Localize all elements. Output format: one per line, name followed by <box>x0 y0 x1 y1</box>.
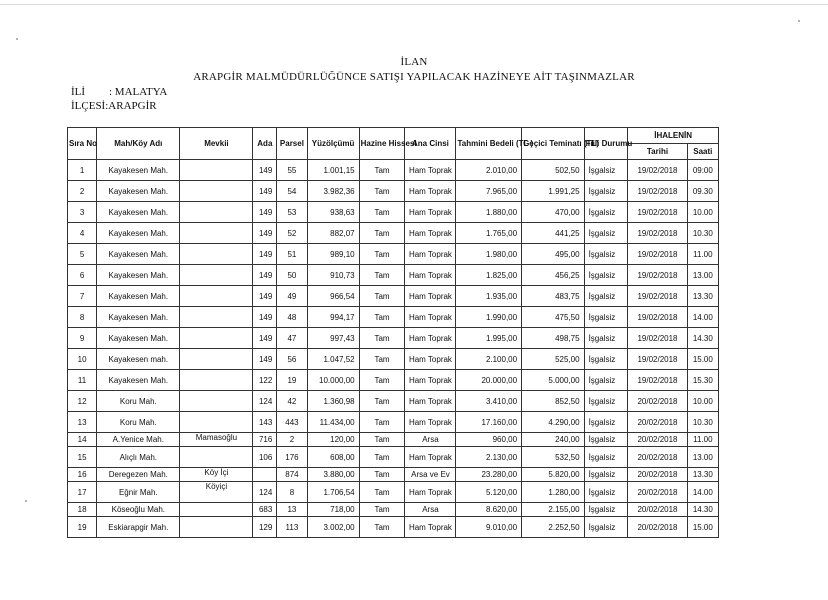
document-subtitle: ARAPGİR MALMÜDÜRLÜĞÜNCE SATIŞI YAPILACAK HAZİNEYE AİT TAŞINMAZLAR <box>193 71 635 83</box>
cell-hazine-hissesi: Tam <box>359 468 405 482</box>
cell-ada: 149 <box>253 349 277 370</box>
cell-hazine-hissesi: Tam <box>359 433 405 447</box>
cell-ana-cinsi: Arsa <box>405 433 456 447</box>
cell-gecici-teminati: 1.991,25 <box>522 181 584 202</box>
cell-tarihi: 19/02/2018 <box>628 244 687 265</box>
header-ana-cinsi: Ana Cinsi <box>405 128 456 160</box>
cell-sira: 1 <box>68 160 97 181</box>
header-hazine-hissesi: Hazine Hissesi <box>359 128 405 160</box>
header-mahalle: Mah/Köy Adı <box>97 128 180 160</box>
cell-sira: 14 <box>68 433 97 447</box>
cell-mevkii <box>180 286 253 307</box>
table-header <box>68 128 719 160</box>
cell-parsel: 55 <box>277 160 307 181</box>
cell-mevkii <box>180 412 253 433</box>
cell-ana-cinsi: Ham Toprak <box>405 160 456 181</box>
cell-mahalle: Kayakesen mah. <box>97 349 180 370</box>
cell-tarihi: 19/02/2018 <box>628 223 687 244</box>
cell-ada: 149 <box>253 307 277 328</box>
cell-yuzolcumu: 938,63 <box>307 202 359 223</box>
cell-mahalle: Kayakesen Mah. <box>97 202 180 223</box>
cell-yuzolcumu: 1.047,52 <box>307 349 359 370</box>
cell-gecici-teminati: 498,75 <box>522 328 584 349</box>
cell-fiili-durumu: İşgalsiz <box>584 433 628 447</box>
cell-mevkii: Köy İçi <box>180 468 253 482</box>
scan-speck <box>16 38 18 40</box>
cell-yuzolcumu: 994,17 <box>307 307 359 328</box>
cell-tahmini-bedeli: 7.965,00 <box>456 181 522 202</box>
cell-fiili-durumu: İşgalsiz <box>584 349 628 370</box>
cell-tahmini-bedeli: 1.995,00 <box>456 328 522 349</box>
cell-ana-cinsi: Ham Toprak <box>405 391 456 412</box>
cell-parsel: 2 <box>277 433 307 447</box>
cell-gecici-teminati: 495,00 <box>522 244 584 265</box>
cell-saati: 15.30 <box>687 370 718 391</box>
cell-mevkii <box>180 328 253 349</box>
cell-ada: 149 <box>253 328 277 349</box>
cell-sira: 8 <box>68 307 97 328</box>
table-row <box>68 265 719 286</box>
cell-sira: 9 <box>68 328 97 349</box>
cell-parsel: 52 <box>277 223 307 244</box>
cell-mahalle: Kayakesen Mah. <box>97 265 180 286</box>
ilce-label: İLÇESİ <box>71 100 106 112</box>
cell-saati: 15.00 <box>687 349 718 370</box>
cell-ana-cinsi: Arsa ve Ev <box>405 468 456 482</box>
cell-saati: 09.30 <box>687 181 718 202</box>
cell-gecici-teminati: 2.155,00 <box>522 503 584 517</box>
table-row <box>68 412 719 433</box>
cell-yuzolcumu: 1.360,98 <box>307 391 359 412</box>
cell-tarihi: 19/02/2018 <box>628 265 687 286</box>
cell-fiili-durumu: İşgalsiz <box>584 181 628 202</box>
cell-hazine-hissesi: Tam <box>359 244 405 265</box>
cell-tarihi: 19/02/2018 <box>628 202 687 223</box>
cell-parsel: 42 <box>277 391 307 412</box>
cell-fiili-durumu: İşgalsiz <box>584 503 628 517</box>
cell-tahmini-bedeli: 5.120,00 <box>456 482 522 503</box>
table-row <box>68 433 719 447</box>
cell-saati: 14.30 <box>687 328 718 349</box>
cell-hazine-hissesi: Tam <box>359 223 405 244</box>
cell-gecici-teminati: 5.000,00 <box>522 370 584 391</box>
table-body <box>68 160 719 538</box>
cell-gecici-teminati: 2.252,50 <box>522 517 584 538</box>
cell-ada: 716 <box>253 433 277 447</box>
cell-sira: 12 <box>68 391 97 412</box>
cell-mahalle: Deregezen Mah. <box>97 468 180 482</box>
table-row <box>68 468 719 482</box>
cell-yuzolcumu: 997,43 <box>307 328 359 349</box>
cell-fiili-durumu: İşgalsiz <box>584 412 628 433</box>
cell-ana-cinsi: Ham Toprak <box>405 370 456 391</box>
cell-tarihi: 19/02/2018 <box>628 370 687 391</box>
cell-sira: 17 <box>68 482 97 503</box>
cell-ada: 124 <box>253 482 277 503</box>
cell-saati: 09:00 <box>687 160 718 181</box>
cell-parsel: 443 <box>277 412 307 433</box>
cell-mahalle: Kayakesen Mah. <box>97 286 180 307</box>
cell-hazine-hissesi: Tam <box>359 517 405 538</box>
cell-gecici-teminati: 456,25 <box>522 265 584 286</box>
cell-yuzolcumu: 3.880,00 <box>307 468 359 482</box>
cell-parsel: 19 <box>277 370 307 391</box>
cell-mahalle: Kayakesen Mah. <box>97 160 180 181</box>
cell-parsel: 51 <box>277 244 307 265</box>
cell-gecici-teminati: 502,50 <box>522 160 584 181</box>
cell-ana-cinsi: Ham Toprak <box>405 286 456 307</box>
cell-tahmini-bedeli: 3.410,00 <box>456 391 522 412</box>
cell-tarihi: 20/02/2018 <box>628 468 687 482</box>
cell-gecici-teminati: 4.290,00 <box>522 412 584 433</box>
scan-edge-line <box>0 4 828 5</box>
cell-tarihi: 20/02/2018 <box>628 503 687 517</box>
header-tahmini-bedeli: Tahmini Bedeli (TL ) <box>456 128 522 160</box>
cell-ada: 129 <box>253 517 277 538</box>
cell-ana-cinsi: Ham Toprak <box>405 328 456 349</box>
cell-ada: 149 <box>253 223 277 244</box>
cell-ana-cinsi: Arsa <box>405 503 456 517</box>
cell-mevkii <box>180 181 253 202</box>
cell-ada: 149 <box>253 181 277 202</box>
cell-parsel: 54 <box>277 181 307 202</box>
cell-ana-cinsi: Ham Toprak <box>405 447 456 468</box>
property-table <box>67 127 719 538</box>
cell-tarihi: 19/02/2018 <box>628 307 687 328</box>
cell-mahalle: Kayakesen Mah. <box>97 328 180 349</box>
table-row <box>68 328 719 349</box>
cell-tarihi: 19/02/2018 <box>628 286 687 307</box>
cell-parsel: 113 <box>277 517 307 538</box>
cell-ana-cinsi: Ham Toprak <box>405 307 456 328</box>
cell-tarihi: 19/02/2018 <box>628 160 687 181</box>
cell-tarihi: 19/02/2018 <box>628 181 687 202</box>
cell-tarihi: 20/02/2018 <box>628 433 687 447</box>
cell-mahalle: Kayakesen Mah. <box>97 223 180 244</box>
cell-fiili-durumu: İşgalsiz <box>584 286 628 307</box>
cell-mevkii <box>180 370 253 391</box>
header-ada: Ada <box>253 128 277 160</box>
cell-saati: 15.00 <box>687 517 718 538</box>
cell-ana-cinsi: Ham Toprak <box>405 181 456 202</box>
cell-tahmini-bedeli: 2.100,00 <box>456 349 522 370</box>
cell-gecici-teminati: 852,50 <box>522 391 584 412</box>
cell-fiili-durumu: İşgalsiz <box>584 468 628 482</box>
cell-mahalle: Kayakesen Mah. <box>97 307 180 328</box>
table-row <box>68 160 719 181</box>
cell-yuzolcumu: 11.434,00 <box>307 412 359 433</box>
il-label: İLİ <box>71 86 86 98</box>
cell-ada: 149 <box>253 286 277 307</box>
cell-mevkii <box>180 447 253 468</box>
cell-sira: 16 <box>68 468 97 482</box>
cell-sira: 5 <box>68 244 97 265</box>
table-row <box>68 482 719 503</box>
cell-parsel: 13 <box>277 503 307 517</box>
cell-hazine-hissesi: Tam <box>359 328 405 349</box>
cell-mahalle: Kayakesen Mah. <box>97 181 180 202</box>
cell-tarihi: 19/02/2018 <box>628 328 687 349</box>
header-parsel: Parsel <box>277 128 307 160</box>
cell-tahmini-bedeli: 1.990,00 <box>456 307 522 328</box>
cell-sira: 18 <box>68 503 97 517</box>
cell-ada: 683 <box>253 503 277 517</box>
cell-tahmini-bedeli: 9.010,00 <box>456 517 522 538</box>
cell-parsel: 49 <box>277 286 307 307</box>
table-row <box>68 244 719 265</box>
cell-fiili-durumu: İşgalsiz <box>584 447 628 468</box>
cell-yuzolcumu: 1.001,15 <box>307 160 359 181</box>
cell-ana-cinsi: Ham Toprak <box>405 202 456 223</box>
cell-ana-cinsi: Ham Toprak <box>405 349 456 370</box>
cell-tarihi: 20/02/2018 <box>628 412 687 433</box>
cell-saati: 13.00 <box>687 447 718 468</box>
cell-sira: 15 <box>68 447 97 468</box>
cell-tahmini-bedeli: 1.935,00 <box>456 286 522 307</box>
cell-tarihi: 20/02/2018 <box>628 517 687 538</box>
cell-mevkii <box>180 349 253 370</box>
cell-yuzolcumu: 1.706,54 <box>307 482 359 503</box>
cell-sira: 19 <box>68 517 97 538</box>
cell-mevkii <box>180 202 253 223</box>
cell-gecici-teminati: 532,50 <box>522 447 584 468</box>
cell-ana-cinsi: Ham Toprak <box>405 223 456 244</box>
cell-ada: 106 <box>253 447 277 468</box>
cell-fiili-durumu: İşgalsiz <box>584 391 628 412</box>
cell-yuzolcumu: 10.000,00 <box>307 370 359 391</box>
cell-fiili-durumu: İşgalsiz <box>584 202 628 223</box>
cell-mevkii <box>180 517 253 538</box>
cell-tahmini-bedeli: 2.130,00 <box>456 447 522 468</box>
cell-ada: 124 <box>253 391 277 412</box>
cell-hazine-hissesi: Tam <box>359 391 405 412</box>
cell-ada: 149 <box>253 265 277 286</box>
cell-fiili-durumu: İşgalsiz <box>584 482 628 503</box>
table-row <box>68 370 719 391</box>
cell-saati: 11.00 <box>687 244 718 265</box>
scan-speck <box>798 20 800 22</box>
cell-saati: 11.00 <box>687 433 718 447</box>
cell-fiili-durumu: İşgalsiz <box>584 517 628 538</box>
cell-mahalle: Köseoğlu Mah. <box>97 503 180 517</box>
cell-saati: 10.00 <box>687 202 718 223</box>
table-row <box>68 223 719 244</box>
cell-hazine-hissesi: Tam <box>359 349 405 370</box>
cell-hazine-hissesi: Tam <box>359 503 405 517</box>
cell-mevkii <box>180 307 253 328</box>
cell-mevkii <box>180 503 253 517</box>
cell-ana-cinsi: Ham Toprak <box>405 244 456 265</box>
cell-hazine-hissesi: Tam <box>359 370 405 391</box>
cell-fiili-durumu: İşgalsiz <box>584 328 628 349</box>
cell-gecici-teminati: 475,50 <box>522 307 584 328</box>
cell-mahalle: Eskiarapgir Mah. <box>97 517 180 538</box>
cell-fiili-durumu: İşgalsiz <box>584 370 628 391</box>
header-ihalenin: İHALENİN <box>628 128 719 144</box>
cell-gecici-teminati: 441,25 <box>522 223 584 244</box>
cell-parsel: 874 <box>277 468 307 482</box>
cell-sira: 2 <box>68 181 97 202</box>
cell-hazine-hissesi: Tam <box>359 202 405 223</box>
cell-fiili-durumu: İşgalsiz <box>584 265 628 286</box>
table-row <box>68 181 719 202</box>
cell-tarihi: 19/02/2018 <box>628 349 687 370</box>
cell-yuzolcumu: 989,10 <box>307 244 359 265</box>
cell-ada: 149 <box>253 202 277 223</box>
cell-yuzolcumu: 882,07 <box>307 223 359 244</box>
cell-hazine-hissesi: Tam <box>359 412 405 433</box>
cell-fiili-durumu: İşgalsiz <box>584 244 628 265</box>
cell-mevkii <box>180 223 253 244</box>
cell-saati: 10.30 <box>687 412 718 433</box>
cell-tahmini-bedeli: 1.765,00 <box>456 223 522 244</box>
cell-parsel: 8 <box>277 482 307 503</box>
cell-ada: 149 <box>253 244 277 265</box>
cell-yuzolcumu: 966,54 <box>307 286 359 307</box>
cell-sira: 13 <box>68 412 97 433</box>
table-row <box>68 349 719 370</box>
cell-hazine-hissesi: Tam <box>359 307 405 328</box>
cell-mahalle: Koru Mah. <box>97 391 180 412</box>
cell-tahmini-bedeli: 2.010,00 <box>456 160 522 181</box>
cell-fiili-durumu: İşgalsiz <box>584 223 628 244</box>
cell-tahmini-bedeli: 17.160,00 <box>456 412 522 433</box>
cell-tahmini-bedeli: 1.825,00 <box>456 265 522 286</box>
cell-parsel: 176 <box>277 447 307 468</box>
il-value: : MALATYA <box>109 86 168 98</box>
scan-speck <box>25 500 27 502</box>
cell-gecici-teminati: 5.820,00 <box>522 468 584 482</box>
cell-mevkii: Köyiçi <box>180 482 253 503</box>
cell-saati: 14.00 <box>687 307 718 328</box>
cell-saati: 14.00 <box>687 482 718 503</box>
cell-ana-cinsi: Ham Toprak <box>405 265 456 286</box>
table-row <box>68 447 719 468</box>
cell-tahmini-bedeli: 20.000,00 <box>456 370 522 391</box>
cell-ana-cinsi: Ham Toprak <box>405 482 456 503</box>
table-row <box>68 202 719 223</box>
cell-saati: 13.30 <box>687 286 718 307</box>
cell-hazine-hissesi: Tam <box>359 265 405 286</box>
cell-mahalle: A.Yenice Mah. <box>97 433 180 447</box>
cell-mahalle: Kayakesen Mah. <box>97 244 180 265</box>
cell-tahmini-bedeli: 23.280,00 <box>456 468 522 482</box>
header-sira: Sıra No <box>68 128 97 160</box>
cell-mevkii <box>180 160 253 181</box>
cell-sira: 6 <box>68 265 97 286</box>
cell-tahmini-bedeli: 8.620,00 <box>456 503 522 517</box>
cell-hazine-hissesi: Tam <box>359 482 405 503</box>
ilce-line <box>71 100 157 112</box>
cell-yuzolcumu: 120,00 <box>307 433 359 447</box>
cell-hazine-hissesi: Tam <box>359 181 405 202</box>
table-row <box>68 391 719 412</box>
cell-gecici-teminati: 240,00 <box>522 433 584 447</box>
header-fiili-durumu: Fiili Durumu <box>584 128 628 160</box>
cell-tarihi: 20/02/2018 <box>628 482 687 503</box>
ilce-value: :ARAPGİR <box>105 100 157 112</box>
cell-yuzolcumu: 718,00 <box>307 503 359 517</box>
cell-mevkii <box>180 244 253 265</box>
header-gecici-teminati: Geçici Teminatı (TL) <box>522 128 584 160</box>
cell-yuzolcumu: 3.982,36 <box>307 181 359 202</box>
cell-sira: 3 <box>68 202 97 223</box>
cell-parsel: 47 <box>277 328 307 349</box>
cell-saati: 10.00 <box>687 391 718 412</box>
header-mevkii: Mevkii <box>180 128 253 160</box>
cell-gecici-teminati: 470,00 <box>522 202 584 223</box>
cell-mevkii <box>180 391 253 412</box>
cell-saati: 10.30 <box>687 223 718 244</box>
cell-hazine-hissesi: Tam <box>359 286 405 307</box>
cell-hazine-hissesi: Tam <box>359 447 405 468</box>
cell-parsel: 48 <box>277 307 307 328</box>
cell-gecici-teminati: 483,75 <box>522 286 584 307</box>
cell-sira: 10 <box>68 349 97 370</box>
cell-mevkii <box>180 265 253 286</box>
cell-tarihi: 20/02/2018 <box>628 391 687 412</box>
cell-ada <box>253 468 277 482</box>
cell-sira: 4 <box>68 223 97 244</box>
cell-tahmini-bedeli: 1.980,00 <box>456 244 522 265</box>
cell-sira: 11 <box>68 370 97 391</box>
cell-ada: 149 <box>253 160 277 181</box>
cell-tarihi: 20/02/2018 <box>628 447 687 468</box>
cell-fiili-durumu: İşgalsiz <box>584 160 628 181</box>
cell-sira: 7 <box>68 286 97 307</box>
cell-saati: 13.00 <box>687 265 718 286</box>
document-title: İLAN <box>400 56 428 68</box>
cell-tahmini-bedeli: 960,00 <box>456 433 522 447</box>
cell-mevkii: Mamasoğlu <box>180 433 253 447</box>
cell-saati: 13.30 <box>687 468 718 482</box>
table-row <box>68 517 719 538</box>
header-saati: Saati <box>687 144 718 160</box>
cell-parsel: 53 <box>277 202 307 223</box>
cell-yuzolcumu: 910,73 <box>307 265 359 286</box>
cell-parsel: 50 <box>277 265 307 286</box>
il-line <box>71 86 167 98</box>
cell-mahalle: Kayakesen Mah. <box>97 370 180 391</box>
cell-gecici-teminati: 1.280,00 <box>522 482 584 503</box>
table-row <box>68 503 719 517</box>
cell-mahalle: Koru Mah. <box>97 412 180 433</box>
cell-mahalle: Alıçlı Mah. <box>97 447 180 468</box>
header-yuzolcumu: Yüzölçümü <box>307 128 359 160</box>
header-tarihi: Tarihi <box>628 144 687 160</box>
cell-mahalle: Eğnir Mah. <box>97 482 180 503</box>
cell-fiili-durumu: İşgalsiz <box>584 307 628 328</box>
table-row <box>68 307 719 328</box>
cell-hazine-hissesi: Tam <box>359 160 405 181</box>
cell-yuzolcumu: 3.002,00 <box>307 517 359 538</box>
cell-gecici-teminati: 525,00 <box>522 349 584 370</box>
cell-ada: 143 <box>253 412 277 433</box>
cell-parsel: 56 <box>277 349 307 370</box>
cell-ada: 122 <box>253 370 277 391</box>
cell-ana-cinsi: Ham Toprak <box>405 517 456 538</box>
cell-yuzolcumu: 608,00 <box>307 447 359 468</box>
cell-saati: 14.30 <box>687 503 718 517</box>
cell-ana-cinsi: Ham Toprak <box>405 412 456 433</box>
table-row <box>68 286 719 307</box>
cell-tahmini-bedeli: 1.880,00 <box>456 202 522 223</box>
